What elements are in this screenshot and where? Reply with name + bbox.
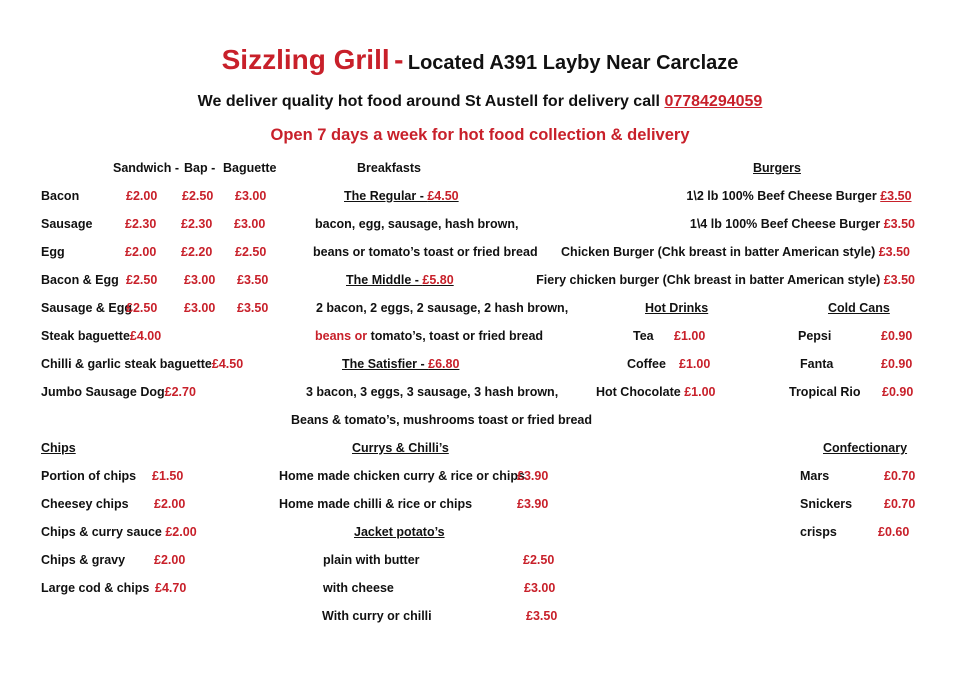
breakfast-desc: bacon, egg, sausage, hash brown, (315, 217, 519, 231)
chips-price: £2.00 (154, 497, 186, 511)
breakfast-desc: beans or tomato’s, toast or fried bread (315, 329, 544, 343)
sandwich-item: Sausage (41, 217, 93, 231)
chips-item: Large cod & chips (41, 581, 150, 595)
confectionary-price: £0.60 (878, 525, 910, 539)
burger-item: 1\4 lb 100% Beef Cheese Burger £3.50 (689, 217, 915, 231)
breakfast-desc: Beans & tomato’s, mushrooms toast or fried bread (291, 413, 592, 427)
curry-item: Home made chicken curry & rice or chips (279, 469, 525, 483)
sandwich-item: Egg (41, 245, 65, 259)
sandwich-item: Sausage & Egg (41, 301, 132, 315)
chips-item: Chips & curry sauce £2.00 (41, 525, 197, 539)
burger-item: Chicken Burger (Chk breast in batter American style) £3.50 (561, 245, 910, 259)
chips-item: Cheesey chips (41, 497, 129, 511)
business-name: Sizzling Grill (221, 44, 390, 75)
bap-price: £2.50 (182, 189, 214, 203)
confectionary-price: £0.70 (884, 469, 916, 483)
bap-price: £2.20 (181, 245, 213, 259)
hot-drinks-heading: Hot Drinks (645, 301, 709, 315)
sandwich-price: £2.50 (126, 273, 158, 287)
sandwich-price: £2.50 (126, 301, 158, 315)
chips-price: £2.00 (154, 553, 186, 567)
sandwich-price: £2.30 (125, 217, 157, 231)
breakfasts-heading: Breakfasts (357, 161, 421, 175)
sandwich-item: Bacon (41, 189, 80, 203)
bap-price: £3.00 (184, 301, 216, 315)
chips-price: £1.50 (152, 469, 184, 483)
drink-price: £1.00 (679, 357, 711, 371)
drink-item: Hot Chocolate £1.00 (596, 385, 716, 399)
can-item: Fanta (800, 357, 834, 371)
breakfast-price: £6.80 (428, 357, 460, 371)
drink-price: £1.00 (684, 385, 716, 399)
jacket-item: plain with butter (323, 553, 420, 567)
breakfast-desc: 3 bacon, 3 eggs, 3 sausage, 3 hash brown, (306, 385, 559, 399)
chips-heading: Chips (41, 441, 76, 455)
currys-heading: Currys & Chilli’s (352, 441, 449, 455)
phone-link[interactable]: 07784294059 (664, 93, 763, 110)
can-item: Tropical Rio (789, 385, 861, 399)
breakfast-desc: 2 bacon, 2 eggs, 2 sausage, 2 hash brown, (316, 301, 569, 315)
jacket-item: With curry or chilli (322, 609, 432, 623)
extra-price: £2.70 (164, 385, 196, 399)
jacket-price: £3.00 (524, 581, 556, 595)
extra-item: Jumbo Sausage Dog£2.70 (41, 385, 196, 399)
extra-item: Steak baguette£4.00 (41, 329, 162, 343)
chips-price: £2.00 (165, 525, 197, 539)
sandwich-price: £2.00 (125, 245, 157, 259)
header-bap: Bap - (184, 161, 216, 175)
curry-item: Home made chilli & rice or chips (279, 497, 473, 511)
chips-item: Portion of chips (41, 469, 137, 483)
curry-price: £3.90 (517, 497, 549, 511)
drink-item: Tea (633, 329, 654, 343)
confectionary-item: Snickers (800, 497, 853, 511)
tagline (0, 93, 960, 111)
baguette-price: £3.00 (234, 217, 266, 231)
burger-item: 1\2 lb 100% Beef Cheese Burger £3.50 (686, 189, 912, 203)
drink-item: Coffee (627, 357, 666, 371)
header-baguette: Baguette (223, 161, 277, 175)
breakfast-satisfier: The Satisfier - £6.80 (342, 357, 460, 371)
business-location: Located A391 Layby Near Carclaze (407, 52, 739, 74)
breakfast-regular: The Regular - £4.50 (344, 189, 459, 203)
tagline-text: We deliver quality hot food around St Austell for delivery call (197, 93, 660, 110)
drink-price: £1.00 (674, 329, 706, 343)
can-item: Pepsi (798, 329, 832, 343)
jacket-price: £2.50 (523, 553, 555, 567)
page-title (0, 44, 960, 76)
breakfast-price: £4.50 (427, 189, 459, 203)
burger-price: £3.50 (883, 217, 915, 231)
burger-item: Fiery chicken burger (Chk breast in batter American style) £3.50 (536, 273, 915, 287)
sandwich-price: £2.00 (126, 189, 158, 203)
cold-cans-heading: Cold Cans (828, 301, 890, 315)
can-price: £0.90 (881, 329, 913, 343)
extra-item: Chilli & garlic steak baguette£4.50 (41, 357, 244, 371)
chips-item: Chips & gravy (41, 553, 126, 567)
bap-price: £3.00 (184, 273, 216, 287)
burger-price: £3.50 (878, 245, 910, 259)
baguette-price: £3.50 (237, 301, 269, 315)
jacket-item: with cheese (323, 581, 394, 595)
opening-hours: Open 7 days a week for hot food collection & delivery (270, 126, 690, 144)
jacket-heading: Jacket potato’s (354, 525, 445, 539)
baguette-price: £3.00 (235, 189, 267, 203)
jacket-price: £3.50 (526, 609, 558, 623)
baguette-price: £2.50 (235, 245, 267, 259)
bap-price: £2.30 (181, 217, 213, 231)
breakfast-desc: beans or tomato’s toast or fried bread (313, 245, 538, 259)
title-separator: - (394, 44, 404, 75)
extra-price: £4.50 (211, 357, 244, 371)
extra-price: £4.00 (129, 329, 162, 343)
curry-price: £3.90 (517, 469, 549, 483)
baguette-price: £3.50 (237, 273, 269, 287)
header-sandwich: Sandwich - (113, 161, 179, 175)
confectionary-heading: Confectionary (823, 441, 908, 455)
burgers-heading: Burgers (753, 161, 801, 175)
can-price: £0.90 (881, 357, 913, 371)
sandwich-item: Bacon & Egg (41, 273, 119, 287)
breakfast-price: £5.80 (422, 273, 454, 287)
confectionary-item: Mars (800, 469, 830, 483)
chips-price: £4.70 (155, 581, 187, 595)
confectionary-price: £0.70 (884, 497, 916, 511)
confectionary-item: crisps (800, 525, 837, 539)
breakfast-middle: The Middle - £5.80 (346, 273, 454, 287)
burger-price: £3.50 (880, 189, 912, 203)
burger-price: £3.50 (883, 273, 915, 287)
can-price: £0.90 (882, 385, 914, 399)
